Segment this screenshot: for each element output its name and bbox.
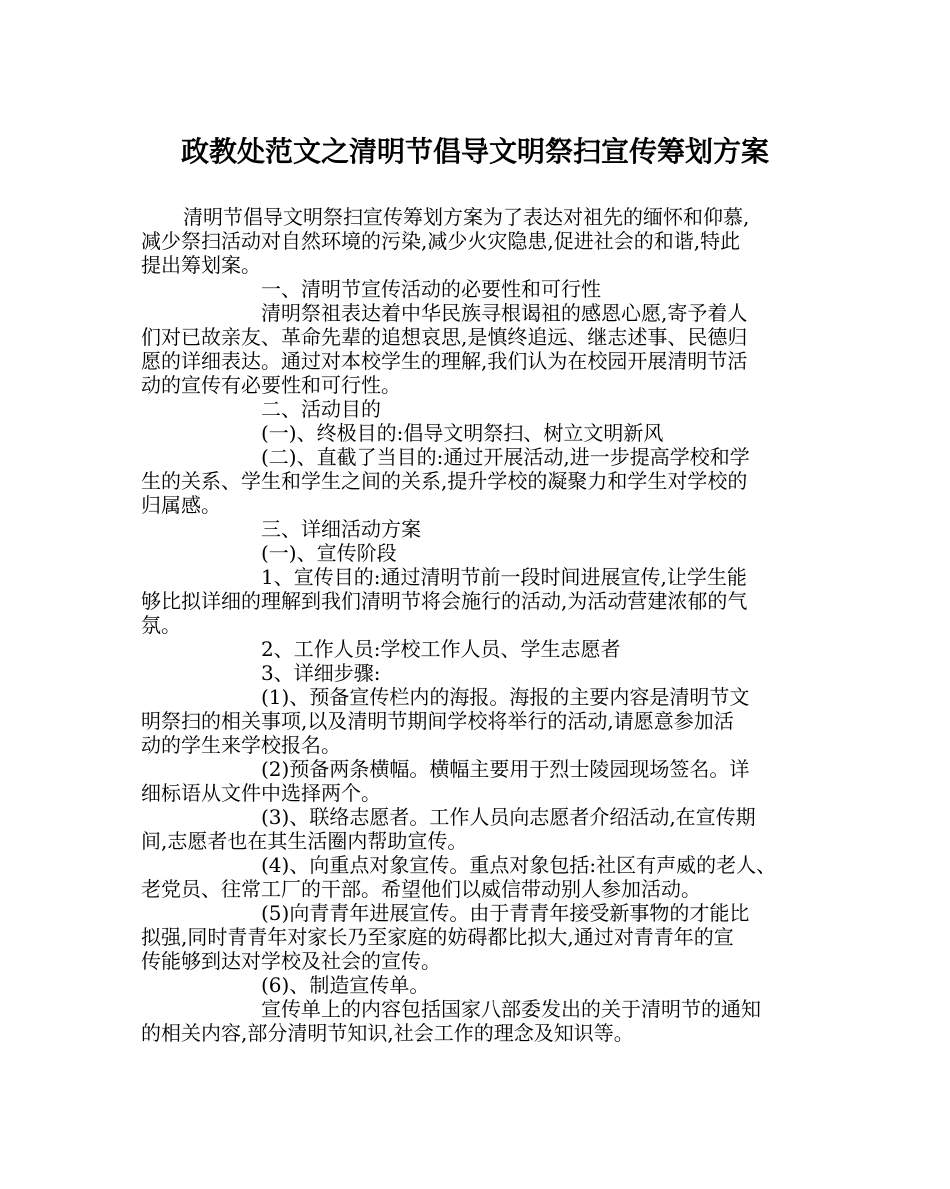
text-line: 清明节倡导文明祭扫宣传筹划方案为了表达对祖先的缅怀和仰慕, — [183, 205, 750, 229]
text-line: 传能够到达对学校及社会的宣传。 — [141, 949, 441, 973]
text-line: 氛。 — [141, 613, 181, 637]
text-line: 1、宣传目的:通过清明节前一段时间进展宣传,让学生能 — [261, 565, 747, 589]
text-line: 归属感。 — [141, 493, 221, 517]
text-line: (4)、向重点对象宣传。重点对象包括:社区有声威的老人、 — [261, 853, 777, 877]
text-line: 够比拟详细的理解到我们清明节将会施行的活动,为活动营建浓郁的气 — [141, 589, 748, 613]
text-line: (一)、宣传阶段 — [261, 541, 397, 565]
text-line: 三、详细活动方案 — [261, 517, 421, 541]
text-line: 减少祭扫活动对自然环境的污染,减少火灾隐患,促进社会的和谐,特此 — [141, 229, 741, 253]
text-line: 间,志愿者也在其生活圈内帮助宣传。 — [141, 829, 468, 853]
text-line: 们对已故亲友、革命先辈的追想哀思,是慎终追远、继志述事、民德归 — [141, 325, 748, 349]
text-line: 愿的详细表达。通过对本校学生的理解,我们认为在校园开展清明节活 — [141, 349, 748, 373]
text-line: (3)、联络志愿者。工作人员向志愿者介绍活动,在宣传期 — [261, 805, 756, 829]
text-line: 生的关系、学生和学生之间的关系,提升学校的凝聚力和学生对学校的 — [141, 469, 748, 493]
text-line: 动的学生来学校报名。 — [141, 733, 341, 757]
text-line: 拟强,同时青青年对家长乃至家庭的妨碍都比拟大,通过对青青年的宣 — [141, 925, 734, 949]
text-line: 一、清明节宣传活动的必要性和可行性 — [261, 277, 601, 301]
document-body — [141, 205, 813, 1045]
text-line: 提出筹划案。 — [141, 253, 261, 277]
text-line: 老党员、往常工厂的干部。希望他们以威信带动别人参加活动。 — [141, 877, 701, 901]
text-line: 清明祭祖表达着中华民族寻根谒祖的感恩心愿,寄予着人 — [261, 301, 748, 325]
text-line: (2)预备两条横幅。横幅主要用于烈士陵园现场签名。详 — [261, 757, 750, 781]
text-line: (一)、终极目的:倡导文明祭扫、树立文明新风 — [261, 421, 664, 445]
text-line: (1)、预备宣传栏内的海报。海报的主要内容是清明节文 — [261, 685, 750, 709]
text-line: 宣传单上的内容包括国家八部委发出的关于清明节的通知 — [261, 997, 761, 1021]
text-line: (5)向青青年进展宣传。由于青青年接受新事物的才能比 — [261, 901, 750, 925]
text-line: (6)、制造宣传单。 — [261, 973, 430, 997]
text-line: 3、详细步骤: — [261, 661, 381, 685]
text-line: 的相关内容,部分清明节知识,社会工作的理念及知识等。 — [141, 1021, 634, 1045]
text-line: (二)、直截了当目的:通过开展活动,进一步提高学校和学 — [261, 445, 750, 469]
text-line: 动的宣传有必要性和可行性。 — [141, 373, 401, 397]
text-line: 细标语从文件中选择两个。 — [141, 781, 381, 805]
text-line: 二、活动目的 — [261, 397, 381, 421]
text-line: 明祭扫的相关事项,以及清明节期间学校将举行的活动,请愿意参加活 — [141, 709, 734, 733]
document-title: 政教处范文之清明节倡导文明祭扫宣传筹划方案 — [180, 135, 769, 168]
text-line: 2、工作人员:学校工作人员、学生志愿者 — [261, 637, 621, 661]
